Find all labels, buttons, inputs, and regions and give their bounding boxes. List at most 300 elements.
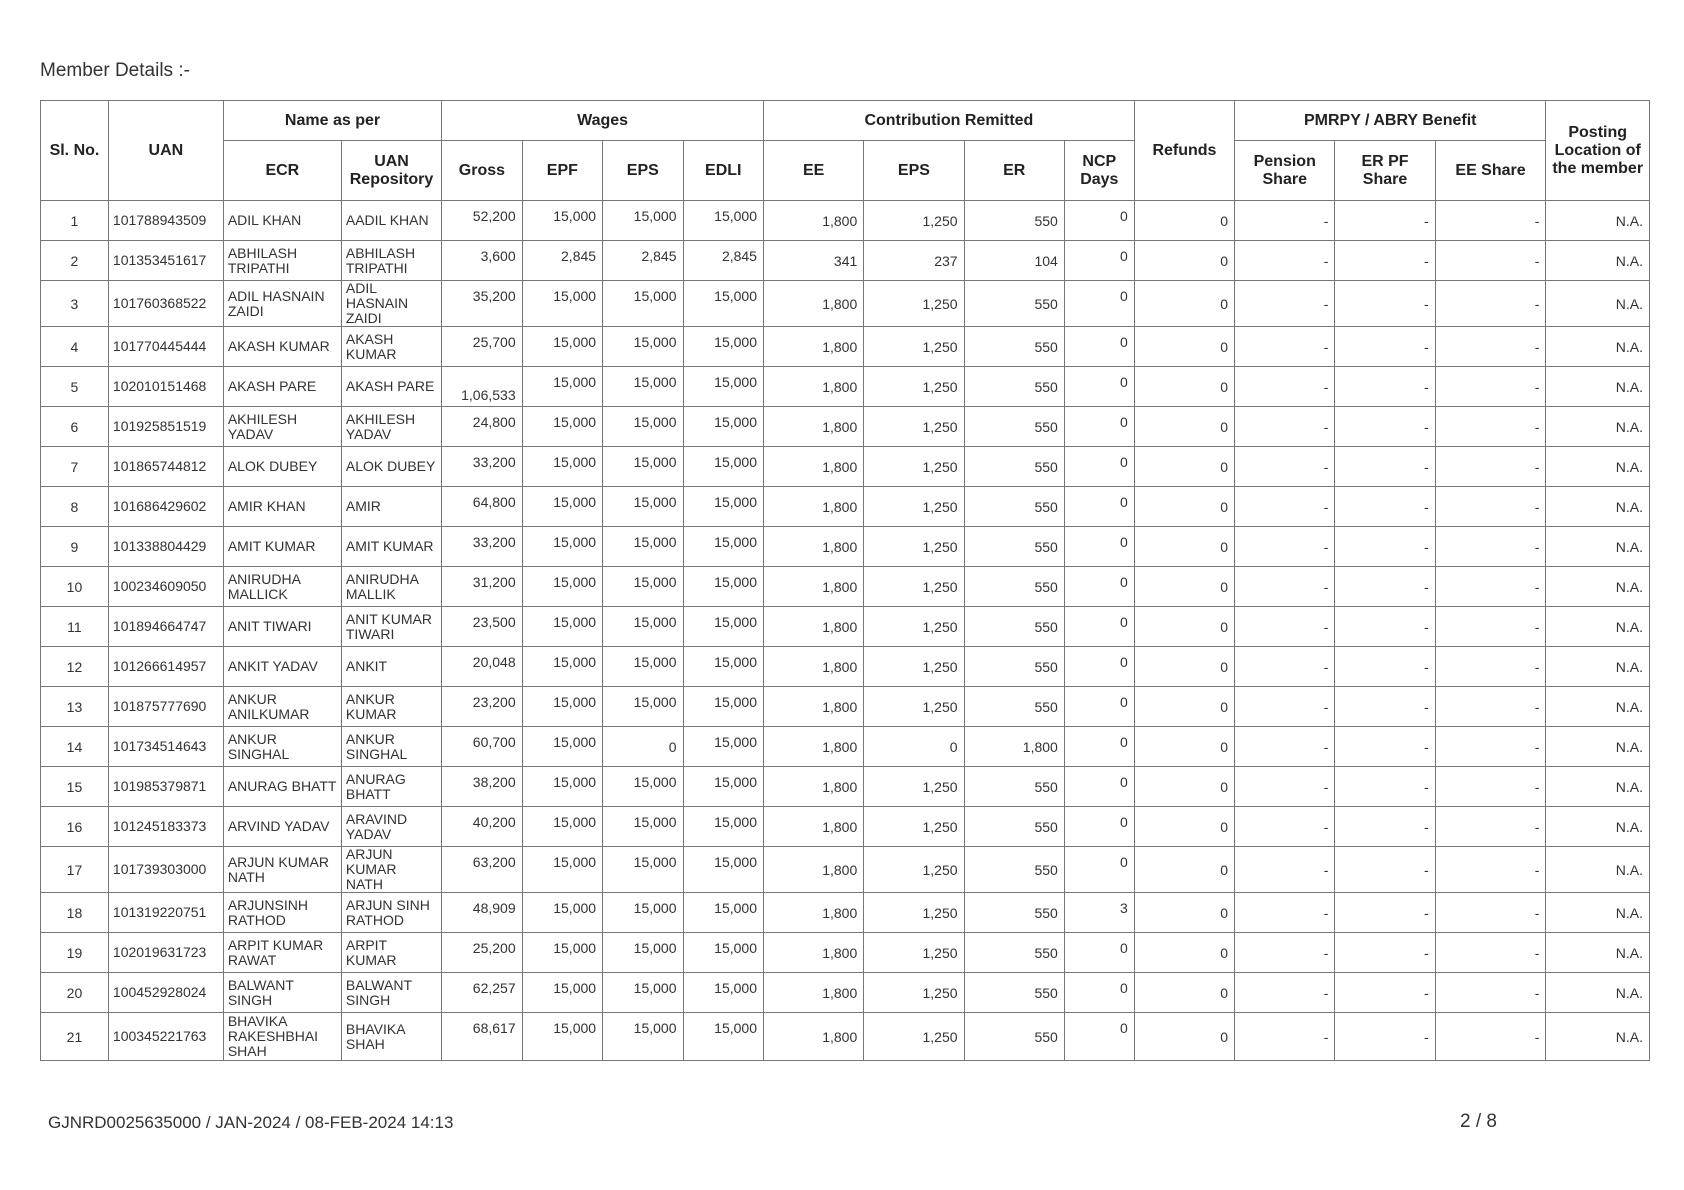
cell-ee-share: - — [1435, 687, 1546, 727]
cell-pension-share: - — [1235, 607, 1335, 647]
cell-er: 550 — [964, 647, 1064, 687]
header-er: ER — [964, 141, 1064, 201]
cell-er: 550 — [964, 327, 1064, 367]
cell-uan: 100345221763 — [108, 1013, 223, 1061]
page-number: 2 / 8 — [1460, 1111, 1497, 1132]
cell-eps: 0 — [603, 727, 683, 767]
cell-epf: 15,000 — [522, 893, 602, 933]
cell-posting-location: N.A. — [1546, 201, 1650, 241]
cell-refunds: 0 — [1134, 767, 1234, 807]
cell-uan-repository-name: ANIT KUMAR TIWARI — [341, 607, 441, 647]
cell-er: 550 — [964, 487, 1064, 527]
cell-ncp-days: 0 — [1064, 647, 1134, 687]
cell-posting-location: N.A. — [1546, 327, 1650, 367]
table-row — [41, 607, 1650, 647]
cell-sl-no: 19 — [41, 933, 109, 973]
table-row — [41, 807, 1650, 847]
header-sl-no: Sl. No. — [41, 101, 109, 201]
cell-eps: 15,000 — [603, 933, 683, 973]
cell-pension-share: - — [1235, 281, 1335, 327]
cell-epf: 15,000 — [522, 973, 602, 1013]
cell-eps: 15,000 — [603, 1013, 683, 1061]
cell-contribution-eps: 1,250 — [864, 201, 964, 241]
cell-uan: 102019631723 — [108, 933, 223, 973]
cell-sl-no: 15 — [41, 767, 109, 807]
cell-ecr-name: AKASH PARE — [223, 367, 341, 407]
cell-ee-share: - — [1435, 807, 1546, 847]
header-uan: UAN — [108, 101, 223, 201]
cell-refunds: 0 — [1134, 567, 1234, 607]
cell-er-pf-share: - — [1335, 527, 1435, 567]
cell-refunds: 0 — [1134, 487, 1234, 527]
cell-gross: 25,200 — [442, 933, 522, 973]
cell-contribution-eps: 1,250 — [864, 487, 964, 527]
cell-ecr-name: ADIL HASNAIN ZAIDI — [223, 281, 341, 327]
cell-ncp-days: 0 — [1064, 1013, 1134, 1061]
cell-ee-share: - — [1435, 367, 1546, 407]
cell-contribution-eps: 1,250 — [864, 687, 964, 727]
cell-uan-repository-name: ARJUN KUMAR NATH — [341, 847, 441, 893]
cell-ee-share: - — [1435, 973, 1546, 1013]
cell-er: 104 — [964, 241, 1064, 281]
cell-contribution-eps: 1,250 — [864, 807, 964, 847]
cell-edli: 15,000 — [683, 487, 763, 527]
cell-epf: 15,000 — [522, 807, 602, 847]
header-contribution-remitted: Contribution Remitted — [763, 101, 1134, 141]
cell-er-pf-share: - — [1335, 807, 1435, 847]
cell-pension-share: - — [1235, 201, 1335, 241]
cell-ee-share: - — [1435, 933, 1546, 973]
cell-er: 550 — [964, 933, 1064, 973]
cell-sl-no: 3 — [41, 281, 109, 327]
cell-posting-location: N.A. — [1546, 281, 1650, 327]
cell-posting-location: N.A. — [1546, 527, 1650, 567]
cell-ee-share: - — [1435, 607, 1546, 647]
cell-ncp-days: 0 — [1064, 527, 1134, 567]
cell-contribution-eps: 1,250 — [864, 447, 964, 487]
cell-ee: 1,800 — [763, 687, 863, 727]
cell-contribution-eps: 1,250 — [864, 767, 964, 807]
cell-posting-location: N.A. — [1546, 847, 1650, 893]
header-eps: EPS — [603, 141, 683, 201]
cell-er-pf-share: - — [1335, 407, 1435, 447]
cell-sl-no: 12 — [41, 647, 109, 687]
cell-epf: 15,000 — [522, 487, 602, 527]
cell-refunds: 0 — [1134, 807, 1234, 847]
cell-uan: 101770445444 — [108, 327, 223, 367]
cell-er: 550 — [964, 201, 1064, 241]
cell-pension-share: - — [1235, 893, 1335, 933]
cell-eps: 15,000 — [603, 893, 683, 933]
cell-gross: 35,200 — [442, 281, 522, 327]
cell-gross: 1,06,533 — [442, 367, 522, 407]
cell-ee: 1,800 — [763, 847, 863, 893]
cell-ee: 1,800 — [763, 527, 863, 567]
cell-uan-repository-name: ARJUN SINH RATHOD — [341, 893, 441, 933]
table-body — [41, 201, 1650, 1061]
table-row — [41, 933, 1650, 973]
cell-gross: 68,617 — [442, 1013, 522, 1061]
cell-edli: 15,000 — [683, 893, 763, 933]
cell-edli: 15,000 — [683, 727, 763, 767]
cell-ncp-days: 0 — [1064, 973, 1134, 1013]
cell-epf: 15,000 — [522, 727, 602, 767]
cell-pension-share: - — [1235, 647, 1335, 687]
cell-eps: 15,000 — [603, 407, 683, 447]
cell-ee-share: - — [1435, 241, 1546, 281]
cell-ee: 1,800 — [763, 201, 863, 241]
cell-edli: 15,000 — [683, 687, 763, 727]
cell-ee: 1,800 — [763, 407, 863, 447]
cell-er-pf-share: - — [1335, 973, 1435, 1013]
header-wages: Wages — [442, 101, 764, 141]
cell-refunds: 0 — [1134, 281, 1234, 327]
cell-eps: 15,000 — [603, 687, 683, 727]
table-row — [41, 727, 1650, 767]
cell-sl-no: 14 — [41, 727, 109, 767]
cell-edli: 15,000 — [683, 607, 763, 647]
header-epf: EPF — [522, 141, 602, 201]
cell-ee: 1,800 — [763, 1013, 863, 1061]
cell-uan: 101353451617 — [108, 241, 223, 281]
cell-pension-share: - — [1235, 687, 1335, 727]
cell-ee: 1,800 — [763, 647, 863, 687]
cell-uan-repository-name: ABHILASH TRIPATHI — [341, 241, 441, 281]
header-pension-share: Pension Share — [1235, 141, 1335, 201]
cell-contribution-eps: 1,250 — [864, 281, 964, 327]
cell-uan-repository-name: AMIR — [341, 487, 441, 527]
cell-ecr-name: AMIT KUMAR — [223, 527, 341, 567]
cell-ee: 1,800 — [763, 973, 863, 1013]
cell-ee-share: - — [1435, 201, 1546, 241]
cell-ee-share: - — [1435, 727, 1546, 767]
cell-er-pf-share: - — [1335, 241, 1435, 281]
cell-ecr-name: ANIT TIWARI — [223, 607, 341, 647]
cell-ncp-days: 0 — [1064, 807, 1134, 847]
cell-posting-location: N.A. — [1546, 407, 1650, 447]
table-row — [41, 567, 1650, 607]
cell-refunds: 0 — [1134, 367, 1234, 407]
cell-edli: 15,000 — [683, 447, 763, 487]
cell-refunds: 0 — [1134, 527, 1234, 567]
cell-posting-location: N.A. — [1546, 807, 1650, 847]
cell-contribution-eps: 1,250 — [864, 973, 964, 1013]
cell-eps: 15,000 — [603, 807, 683, 847]
cell-ee: 341 — [763, 241, 863, 281]
table-row — [41, 847, 1650, 893]
cell-sl-no: 17 — [41, 847, 109, 893]
cell-pension-share: - — [1235, 527, 1335, 567]
cell-er-pf-share: - — [1335, 687, 1435, 727]
cell-ncp-days: 0 — [1064, 241, 1134, 281]
cell-er-pf-share: - — [1335, 281, 1435, 327]
cell-gross: 62,257 — [442, 973, 522, 1013]
cell-pension-share: - — [1235, 973, 1335, 1013]
cell-uan-repository-name: AKASH PARE — [341, 367, 441, 407]
cell-uan-repository-name: AMIT KUMAR — [341, 527, 441, 567]
cell-epf: 15,000 — [522, 367, 602, 407]
header-ecr: ECR — [223, 141, 341, 201]
cell-contribution-eps: 1,250 — [864, 567, 964, 607]
cell-ecr-name: ARJUNSINH RATHOD — [223, 893, 341, 933]
cell-epf: 15,000 — [522, 933, 602, 973]
cell-edli: 15,000 — [683, 933, 763, 973]
cell-eps: 15,000 — [603, 567, 683, 607]
cell-pension-share: - — [1235, 1013, 1335, 1061]
cell-er-pf-share: - — [1335, 647, 1435, 687]
cell-pension-share: - — [1235, 847, 1335, 893]
cell-uan-repository-name: AADIL KHAN — [341, 201, 441, 241]
cell-epf: 15,000 — [522, 201, 602, 241]
cell-epf: 15,000 — [522, 327, 602, 367]
cell-ecr-name: BHAVIKA RAKESHBHAI SHAH — [223, 1013, 341, 1061]
cell-gross: 20,048 — [442, 647, 522, 687]
cell-ecr-name: AKASH KUMAR — [223, 327, 341, 367]
cell-ee-share: - — [1435, 893, 1546, 933]
cell-contribution-eps: 1,250 — [864, 607, 964, 647]
cell-uan: 101338804429 — [108, 527, 223, 567]
cell-uan: 101788943509 — [108, 201, 223, 241]
cell-posting-location: N.A. — [1546, 973, 1650, 1013]
cell-uan: 101985379871 — [108, 767, 223, 807]
cell-posting-location: N.A. — [1546, 687, 1650, 727]
cell-ecr-name: ANKUR ANILKUMAR — [223, 687, 341, 727]
cell-epf: 15,000 — [522, 407, 602, 447]
cell-gross: 23,500 — [442, 607, 522, 647]
cell-sl-no: 20 — [41, 973, 109, 1013]
cell-posting-location: N.A. — [1546, 567, 1650, 607]
header-ncp-days: NCP Days — [1064, 141, 1134, 201]
cell-uan: 101875777690 — [108, 687, 223, 727]
cell-sl-no: 1 — [41, 201, 109, 241]
table-row — [41, 487, 1650, 527]
cell-epf: 2,845 — [522, 241, 602, 281]
cell-ee-share: - — [1435, 447, 1546, 487]
cell-edli: 15,000 — [683, 647, 763, 687]
cell-er: 550 — [964, 973, 1064, 1013]
cell-ncp-days: 0 — [1064, 327, 1134, 367]
cell-ee: 1,800 — [763, 367, 863, 407]
cell-ncp-days: 0 — [1064, 201, 1134, 241]
cell-er: 550 — [964, 367, 1064, 407]
cell-gross: 63,200 — [442, 847, 522, 893]
cell-gross: 25,700 — [442, 327, 522, 367]
cell-edli: 15,000 — [683, 1013, 763, 1061]
cell-er-pf-share: - — [1335, 1013, 1435, 1061]
cell-ee-share: - — [1435, 487, 1546, 527]
header-ee: EE — [763, 141, 863, 201]
cell-ncp-days: 0 — [1064, 727, 1134, 767]
cell-refunds: 0 — [1134, 1013, 1234, 1061]
cell-gross: 31,200 — [442, 567, 522, 607]
cell-refunds: 0 — [1134, 407, 1234, 447]
cell-sl-no: 11 — [41, 607, 109, 647]
cell-sl-no: 7 — [41, 447, 109, 487]
table-row — [41, 447, 1650, 487]
table-row — [41, 973, 1650, 1013]
cell-eps: 15,000 — [603, 447, 683, 487]
cell-pension-share: - — [1235, 241, 1335, 281]
header-name-as-per: Name as per — [223, 101, 441, 141]
cell-ee: 1,800 — [763, 893, 863, 933]
header-uan-repository: UAN Repository — [341, 141, 441, 201]
cell-ncp-days: 0 — [1064, 847, 1134, 893]
cell-eps: 15,000 — [603, 201, 683, 241]
cell-ecr-name: ANIRUDHA MALLICK — [223, 567, 341, 607]
table-row — [41, 327, 1650, 367]
cell-er-pf-share: - — [1335, 767, 1435, 807]
cell-edli: 15,000 — [683, 527, 763, 567]
cell-contribution-eps: 1,250 — [864, 367, 964, 407]
cell-ee: 1,800 — [763, 607, 863, 647]
cell-refunds: 0 — [1134, 327, 1234, 367]
cell-uan: 101266614957 — [108, 647, 223, 687]
cell-epf: 15,000 — [522, 607, 602, 647]
cell-uan: 101894664747 — [108, 607, 223, 647]
cell-sl-no: 4 — [41, 327, 109, 367]
cell-er: 550 — [964, 407, 1064, 447]
cell-gross: 3,600 — [442, 241, 522, 281]
cell-ee: 1,800 — [763, 807, 863, 847]
cell-uan-repository-name: ALOK DUBEY — [341, 447, 441, 487]
cell-epf: 15,000 — [522, 1013, 602, 1061]
cell-er: 550 — [964, 687, 1064, 727]
cell-er: 550 — [964, 281, 1064, 327]
cell-ecr-name: ARVIND YADAV — [223, 807, 341, 847]
cell-ecr-name: ADIL KHAN — [223, 201, 341, 241]
cell-contribution-eps: 0 — [864, 727, 964, 767]
cell-sl-no: 10 — [41, 567, 109, 607]
cell-pension-share: - — [1235, 407, 1335, 447]
header-gross: Gross — [442, 141, 522, 201]
cell-contribution-eps: 1,250 — [864, 527, 964, 567]
cell-gross: 64,800 — [442, 487, 522, 527]
cell-sl-no: 16 — [41, 807, 109, 847]
cell-refunds: 0 — [1134, 893, 1234, 933]
cell-eps: 15,000 — [603, 487, 683, 527]
cell-ee-share: - — [1435, 407, 1546, 447]
cell-ncp-days: 0 — [1064, 933, 1134, 973]
cell-uan: 101245183373 — [108, 807, 223, 847]
cell-contribution-eps: 1,250 — [864, 893, 964, 933]
cell-ee: 1,800 — [763, 327, 863, 367]
table-row — [41, 767, 1650, 807]
cell-ncp-days: 0 — [1064, 567, 1134, 607]
cell-pension-share: - — [1235, 567, 1335, 607]
cell-uan: 101760368522 — [108, 281, 223, 327]
cell-er: 1,800 — [964, 727, 1064, 767]
cell-sl-no: 13 — [41, 687, 109, 727]
cell-posting-location: N.A. — [1546, 487, 1650, 527]
cell-ecr-name: ABHILASH TRIPATHI — [223, 241, 341, 281]
cell-ee-share: - — [1435, 647, 1546, 687]
cell-uan-repository-name: ANKUR SINGHAL — [341, 727, 441, 767]
cell-posting-location: N.A. — [1546, 933, 1650, 973]
cell-pension-share: - — [1235, 807, 1335, 847]
cell-uan-repository-name: BALWANT SINGH — [341, 973, 441, 1013]
cell-er-pf-share: - — [1335, 447, 1435, 487]
table-row — [41, 407, 1650, 447]
cell-contribution-eps: 1,250 — [864, 933, 964, 973]
cell-gross: 40,200 — [442, 807, 522, 847]
cell-edli: 15,000 — [683, 767, 763, 807]
cell-er-pf-share: - — [1335, 567, 1435, 607]
cell-uan: 101734514643 — [108, 727, 223, 767]
cell-uan-repository-name: ANIRUDHA MALLIK — [341, 567, 441, 607]
table-row — [41, 281, 1650, 327]
cell-eps: 15,000 — [603, 767, 683, 807]
cell-ee: 1,800 — [763, 567, 863, 607]
cell-er-pf-share: - — [1335, 893, 1435, 933]
cell-sl-no: 8 — [41, 487, 109, 527]
cell-pension-share: - — [1235, 367, 1335, 407]
cell-uan-repository-name: ADIL HASNAIN ZAIDI — [341, 281, 441, 327]
cell-sl-no: 9 — [41, 527, 109, 567]
cell-gross: 24,800 — [442, 407, 522, 447]
cell-epf: 15,000 — [522, 687, 602, 727]
cell-gross: 38,200 — [442, 767, 522, 807]
cell-pension-share: - — [1235, 767, 1335, 807]
cell-er-pf-share: - — [1335, 847, 1435, 893]
cell-pension-share: - — [1235, 447, 1335, 487]
cell-ecr-name: ANKIT YADAV — [223, 647, 341, 687]
cell-ecr-name: ANURAG BHATT — [223, 767, 341, 807]
cell-ncp-days: 0 — [1064, 607, 1134, 647]
cell-edli: 15,000 — [683, 847, 763, 893]
cell-refunds: 0 — [1134, 687, 1234, 727]
cell-epf: 15,000 — [522, 767, 602, 807]
header-edli: EDLI — [683, 141, 763, 201]
footer-reference: GJNRD0025635000 / JAN-2024 / 08-FEB-2024 14:13 — [48, 1113, 454, 1132]
cell-ncp-days: 0 — [1064, 367, 1134, 407]
cell-ee-share: - — [1435, 281, 1546, 327]
cell-ee: 1,800 — [763, 447, 863, 487]
cell-epf: 15,000 — [522, 447, 602, 487]
cell-eps: 15,000 — [603, 281, 683, 327]
cell-gross: 60,700 — [442, 727, 522, 767]
cell-uan: 101865744812 — [108, 447, 223, 487]
cell-ecr-name: ANKUR SINGHAL — [223, 727, 341, 767]
cell-contribution-eps: 237 — [864, 241, 964, 281]
cell-edli: 15,000 — [683, 281, 763, 327]
cell-uan-repository-name: AKASH KUMAR — [341, 327, 441, 367]
cell-eps: 15,000 — [603, 327, 683, 367]
cell-contribution-eps: 1,250 — [864, 647, 964, 687]
cell-posting-location: N.A. — [1546, 241, 1650, 281]
cell-er: 550 — [964, 607, 1064, 647]
cell-er-pf-share: - — [1335, 327, 1435, 367]
cell-posting-location: N.A. — [1546, 647, 1650, 687]
cell-edli: 15,000 — [683, 367, 763, 407]
cell-uan: 100234609050 — [108, 567, 223, 607]
cell-ecr-name: ARPIT KUMAR RAWAT — [223, 933, 341, 973]
cell-eps: 15,000 — [603, 973, 683, 1013]
cell-contribution-eps: 1,250 — [864, 1013, 964, 1061]
cell-ecr-name: AMIR KHAN — [223, 487, 341, 527]
cell-eps: 2,845 — [603, 241, 683, 281]
cell-ncp-days: 0 — [1064, 407, 1134, 447]
cell-ee-share: - — [1435, 527, 1546, 567]
cell-contribution-eps: 1,250 — [864, 847, 964, 893]
cell-ncp-days: 0 — [1064, 487, 1134, 527]
cell-pension-share: - — [1235, 487, 1335, 527]
cell-ncp-days: 3 — [1064, 893, 1134, 933]
cell-posting-location: N.A. — [1546, 447, 1650, 487]
cell-edli: 15,000 — [683, 201, 763, 241]
cell-posting-location: N.A. — [1546, 367, 1650, 407]
cell-edli: 15,000 — [683, 973, 763, 1013]
cell-uan-repository-name: ANKIT — [341, 647, 441, 687]
